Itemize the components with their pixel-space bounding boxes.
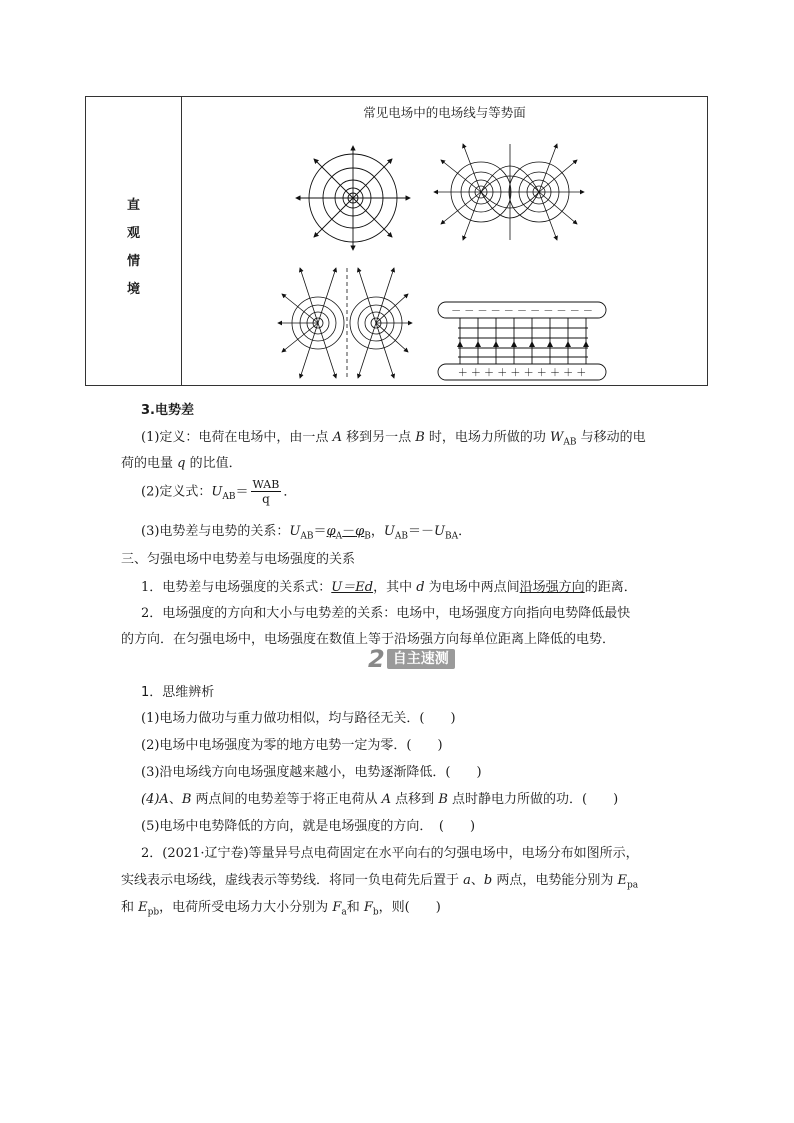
text: 1．电势差与电场强度的关系式：	[141, 580, 332, 595]
positive-plate-signs: ＋ ＋ ＋ ＋ ＋ ＋ ＋ ＋ ＋ ＋	[457, 368, 587, 379]
var-B: B	[438, 792, 448, 807]
fraction-denominator: q	[262, 492, 270, 506]
var-U: U	[383, 524, 395, 539]
text: 、	[470, 873, 484, 888]
part3-item2-line1: 2．电场强度的方向和大小与电势差的关系：电场中，电场强度方向指向电势降低最快	[141, 606, 631, 621]
text: 两点间的电势差等于将正电荷从	[191, 792, 382, 807]
var-B: B	[181, 792, 192, 807]
var-U: U	[289, 524, 301, 539]
subscript: A	[335, 531, 343, 542]
sec3-def3	[141, 520, 794, 542]
var-F: F	[363, 900, 373, 915]
badge-text: 自主速测	[387, 649, 455, 669]
subscript: BA	[444, 531, 459, 542]
problem2-line2	[121, 869, 794, 891]
quiz-item-4	[141, 788, 794, 807]
text: 荷的电量	[121, 456, 178, 471]
side-label-char: 境	[126, 282, 140, 297]
side-label-char: 观	[126, 226, 140, 241]
var-E: E	[138, 900, 148, 915]
var-F: F	[332, 900, 342, 915]
text: 实线表示电场线，虚线表示等势线．将同一负电荷先后置于	[121, 873, 464, 888]
text: ，其中	[373, 580, 417, 595]
var-phi: φ	[355, 524, 365, 539]
quiz-item-3: (3)沿电场线方向电场强度越来越小，电势逐渐降低．( )	[141, 765, 482, 780]
fraction	[251, 478, 282, 506]
section-badge-self-test	[368, 646, 455, 672]
table-side-label	[86, 192, 181, 304]
text: (3)电势差与电势的关系：	[141, 524, 290, 539]
subscript: AB	[563, 437, 577, 448]
fraction-numerator: WAB	[252, 478, 280, 491]
quiz-heading: 1．思维辨析	[141, 685, 215, 700]
table-divider	[181, 97, 182, 385]
text: 与移动的电	[576, 430, 646, 445]
var-W: W	[550, 430, 564, 445]
sec3-def1-line1	[141, 426, 794, 448]
problem2-line3	[121, 896, 794, 918]
text: －	[342, 524, 356, 539]
subscript: a	[341, 907, 347, 918]
side-label-char: 直	[126, 198, 140, 213]
text: (2)定义式：	[141, 484, 212, 500]
var-q: q	[177, 456, 186, 471]
text: 的比值．	[185, 456, 242, 471]
text: 、	[168, 792, 182, 807]
underlined-term: 沿场强方向	[519, 580, 585, 595]
text: 移到另一点	[341, 430, 416, 445]
subscript: B	[364, 531, 371, 542]
formula-U-Ed: U＝Ed	[331, 580, 374, 595]
figure-parallel-plates	[436, 300, 608, 384]
figure-title: 常见电场中的电场线与等势面	[363, 105, 526, 120]
text: ．	[458, 524, 472, 539]
var-b: b	[483, 873, 493, 888]
text: ＝	[313, 524, 327, 539]
negative-plate-signs: － － － － － － － － － － －	[451, 306, 593, 317]
part3-item1	[141, 576, 794, 595]
var-A: (4)A	[141, 792, 169, 807]
part3-heading: 三、匀强电场中电势差与电场强度的关系	[121, 552, 356, 567]
var-U: U	[211, 484, 223, 500]
text: 点移到	[391, 792, 439, 807]
text: ，电荷所受电场力大小分别为	[159, 900, 333, 915]
var-a: a	[463, 873, 471, 888]
problem2-line1: 2．(2021·辽宁卷)等量异号点电荷固定在水平向右的匀强电场中，电场分布如图所示，	[141, 846, 639, 861]
subscript: AB	[300, 531, 314, 542]
text: 两点，电势能分别为	[492, 873, 618, 888]
underlined-term	[326, 524, 371, 542]
var-B: B	[415, 430, 425, 445]
var-A: A	[381, 792, 392, 807]
text: ＝－	[408, 524, 435, 539]
var-A: A	[332, 430, 342, 445]
subscript: pb	[147, 907, 160, 918]
text: 和	[121, 900, 139, 915]
text: ，则( )	[378, 900, 441, 915]
subscript: AB	[394, 531, 408, 542]
var-phi: φ	[326, 524, 336, 539]
subscript: AB	[222, 492, 236, 503]
text: (1)定义：电荷在电场中，由一点	[141, 430, 333, 445]
subscript: pa	[627, 880, 639, 891]
text: 和	[346, 900, 364, 915]
text: ．	[283, 484, 297, 500]
subscript: b	[372, 907, 379, 918]
text: 点时静电力所做的功．( )	[447, 792, 619, 807]
text: ＝	[235, 484, 249, 500]
text: 的距离．	[584, 580, 637, 595]
quiz-item-2: (2)电场中电场强度为零的地方电势一定为零．( )	[141, 738, 443, 753]
var-E: E	[617, 873, 628, 888]
text: ，	[370, 524, 384, 539]
var-d: d	[416, 580, 425, 595]
var-U: U	[434, 524, 445, 539]
badge-number: 2	[368, 645, 385, 673]
sec3-def1-line2	[121, 452, 794, 471]
quiz-item-5: (5)电场中电势降低的方向，就是电场强度的方向． ( )	[141, 819, 476, 834]
figure-point-charge	[292, 145, 414, 251]
quiz-item-1: (1)电场力做功与重力做功相似，均与路径无关．( )	[141, 711, 456, 726]
part3-item2-line2: 的方向．在匀强电场中，电场强度在数值上等于沿场强方向每单位距离上降低的电势．	[121, 632, 616, 647]
figure-like-charges	[276, 264, 414, 382]
text: 为电场中两点间	[424, 580, 520, 595]
text: 时，电场力所做的功	[424, 430, 551, 445]
side-label-char: 情	[126, 254, 140, 269]
sec3-heading: 3.电势差	[141, 403, 194, 418]
figure-opposite-charges	[431, 140, 587, 244]
sec3-def2	[141, 478, 794, 506]
